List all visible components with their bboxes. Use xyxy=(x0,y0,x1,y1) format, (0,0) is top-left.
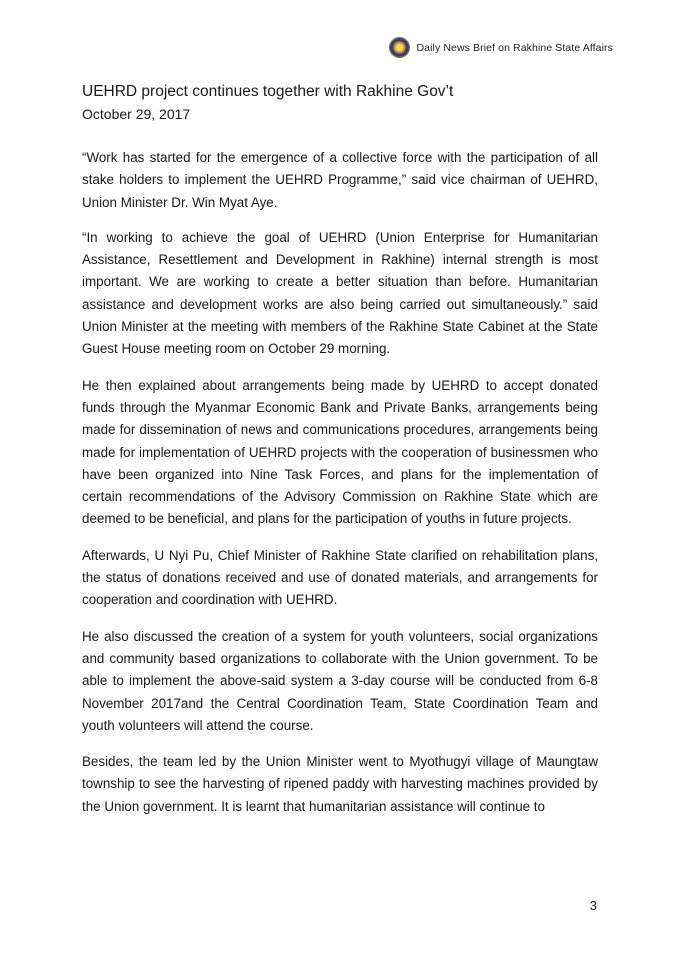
paragraph-3: He then explained about arrangements being made by UEHRD to accept donated funds through the Myanmar Economic Bank and Private Banks, arrangements being made for dissemination of news and communications procedures, arrangements being made for implementation of UEHRD projects with the cooperation of businessmen who have been organized into Nine Task Forces, and plans for the implementation of certain recommendations of the Advisory Commission on Rakhine State which are deemed to be beneficial, and plans for the participation of youths in future projects. xyxy=(82,377,598,527)
paragraph-1: “Work has started for the emergence of a collective force with the participation of all stake holders to implement the UEHRD Programme,” said vice chairman of UEHRD, Union Minister Dr. Win Myat Aye. xyxy=(82,150,598,210)
article-date: October 29, 2017 xyxy=(82,106,191,122)
paragraph-5: He also discussed the creation of a system for youth volunteers, social organizations and community based organizations to collaborate with the Union government. To be able to implement the above-said system a 3-day course will be conducted from 6-8 November 2017and the Central Coordination Team, State Coordination Team and youth volunteers will attend the course. xyxy=(82,628,598,733)
header-title: Daily News Brief on Rakhine State Affairs xyxy=(416,41,613,54)
paragraph-2: “In working to achieve the goal of UEHRD (Union Enterprise for Humanitarian Assistance, Resettlement and Development in Rakhine) internal strength is most important. We are working to create a better situation than before. Humanitarian assistance and development works are also being carried out simultaneously.” said Union Minister at the meeting with members of the Rakhine State Cabinet at the State Guest House meeting room on October 29 morning. xyxy=(82,229,598,357)
state-seal-icon xyxy=(390,38,409,57)
paragraph-6: Besides, the team led by the Union Minister went to Myothugyi village of Maungtaw township to see the harvesting of ripened paddy with harvesting machines provided by the Union government. It is learnt that humanitarian assistance will continue to xyxy=(82,754,598,814)
page-number: 3 xyxy=(589,898,597,913)
paragraph-4: Afterwards, U Nyi Pu, Chief Minister of Rakhine State clarified on rehabilitation plans, the status of donations received and use of donated materials, and arrangements for cooperation and coordination with UEHRD. xyxy=(82,547,598,608)
page-header xyxy=(390,38,614,57)
article xyxy=(82,82,598,818)
article-title: UEHRD project continues together with Rakhine Gov’t xyxy=(82,83,454,100)
